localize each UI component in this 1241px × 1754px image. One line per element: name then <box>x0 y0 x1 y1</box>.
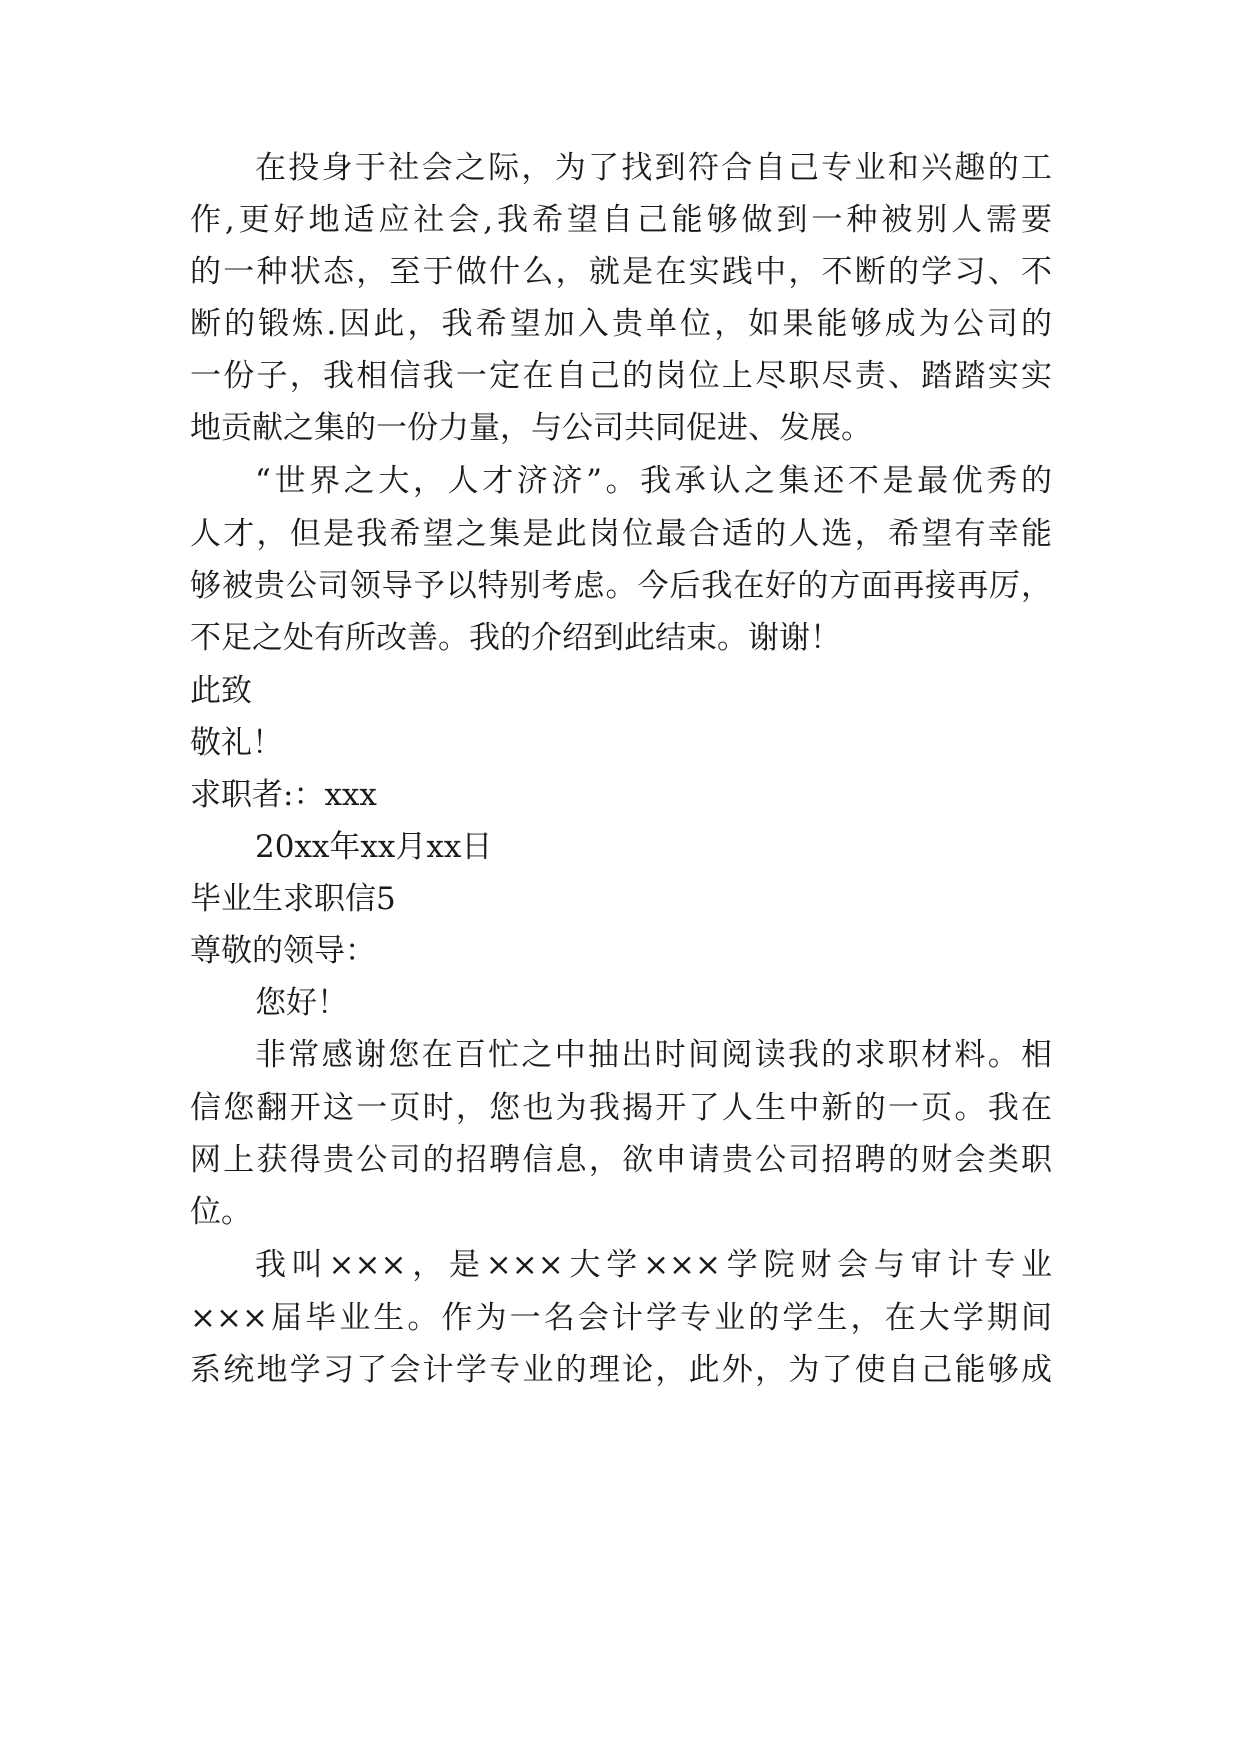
paragraph-line: 地贡献之集的一份力量，与公司共同促进、发展。 <box>190 410 872 446</box>
closing-line: 敬礼！ <box>190 725 283 761</box>
paragraph-line: 的一种状态，至于做什么，就是在实践中，不断的学习、不 <box>190 254 1052 290</box>
paragraph-line: 信您翻开这一页时，您也为我揭开了人生中新的一页。我在 <box>190 1090 1052 1126</box>
section-heading: 毕业生求职信5 <box>190 881 396 917</box>
paragraph-line: 作,更好地适应社会,我希望自己能够做到一种被别人需要 <box>190 202 1052 238</box>
paragraph-line: “世界之大，人才济济”。我承认之集还不是最优秀的 <box>255 463 1052 499</box>
closing-line: 此致 <box>190 673 252 709</box>
paragraph-line: 位。 <box>190 1194 252 1230</box>
paragraph-line: 够被贵公司领导予以特别考虑。今后我在好的方面再接再厉， <box>190 568 1052 604</box>
date-line: 20xx年xx月xx日 <box>255 829 493 865</box>
paragraph-line: 非常感谢您在百忙之中抽出时间阅读我的求职材料。相 <box>255 1037 1052 1073</box>
paragraph-line: 人才，但是我希望之集是此岗位最合适的人选，希望有幸能 <box>190 516 1052 552</box>
paragraph-line: 不足之处有所改善。我的介绍到此结束。谢谢！ <box>190 620 841 656</box>
paragraph-line: 一份子，我相信我一定在自己的岗位上尽职尽责、踏踏实实 <box>190 358 1052 394</box>
paragraph-line: 在投身于社会之际，为了找到符合自己专业和兴趣的工 <box>255 150 1052 186</box>
paragraph-line: 网上获得贵公司的招聘信息，欲申请贵公司招聘的财会类职 <box>190 1142 1052 1178</box>
paragraph-line: 断的锻炼.因此，我希望加入贵单位，如果能够成为公司的 <box>190 306 1052 342</box>
greeting: 您好！ <box>255 985 348 1021</box>
paragraph-line: 系统地学习了会计学专业的理论，此外，为了使自己能够成 <box>190 1352 1052 1388</box>
paragraph-line: 我叫×××，是×××大学×××学院财会与审计专业 <box>255 1247 1052 1283</box>
signature-line: 求职者:：xxx <box>190 777 377 813</box>
salutation: 尊敬的领导： <box>190 933 376 969</box>
paragraph-line: ×××届毕业生。作为一名会计学专业的学生，在大学期间 <box>190 1300 1052 1336</box>
